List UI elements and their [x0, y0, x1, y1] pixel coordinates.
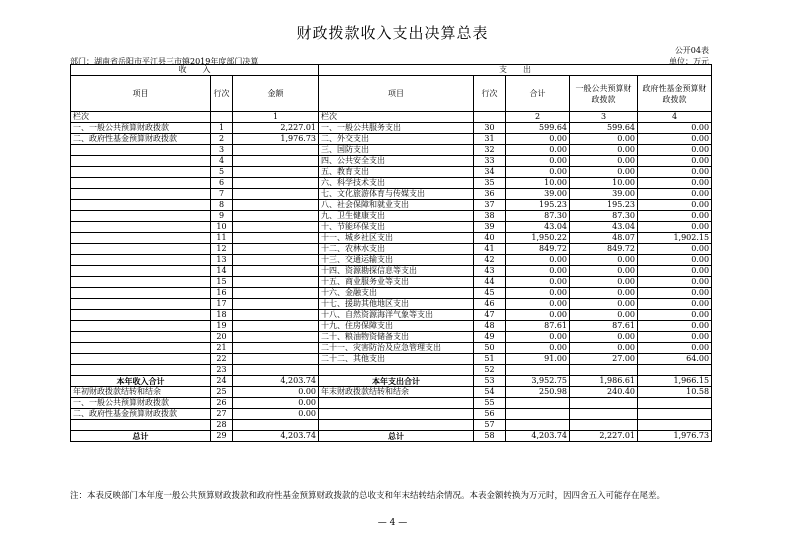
income-line-no: 27 — [211, 409, 233, 420]
income-amount — [233, 299, 319, 310]
gov-fund-amount: 0.00 — [638, 123, 712, 134]
expense-lineno-header: 行次 — [474, 76, 506, 112]
expense-line-no: 34 — [474, 167, 506, 178]
income-line-no: 5 — [211, 167, 233, 178]
table-row — [71, 145, 712, 156]
gov-fund-amount: 10.58 — [638, 387, 712, 398]
expense-item: 十三、交通运输支出 — [319, 255, 474, 266]
expense-line-no: 58 — [474, 431, 506, 442]
expense-item: 十、节能环保支出 — [319, 222, 474, 233]
expense-line-no: 45 — [474, 288, 506, 299]
expense-item: 三、国防支出 — [319, 145, 474, 156]
page-number: — 4 — — [377, 518, 408, 528]
general-budget-amount — [570, 420, 638, 431]
expense-total: 849.72 — [506, 244, 570, 255]
income-item — [71, 189, 211, 200]
expense-item: 十二、农林水支出 — [319, 244, 474, 255]
expense-total: 91.00 — [506, 354, 570, 365]
income-amount — [233, 277, 319, 288]
table-row — [71, 233, 712, 244]
income-line-no: 17 — [211, 299, 233, 310]
income-amount — [233, 200, 319, 211]
income-amount — [233, 233, 319, 244]
table-row — [71, 244, 712, 255]
table-row — [71, 409, 712, 420]
expense-line-no: 53 — [474, 376, 506, 387]
table-row — [71, 266, 712, 277]
general-budget-amount: 1,986.61 — [570, 376, 638, 387]
general-budget-amount — [570, 365, 638, 376]
general-budget-amount: 849.72 — [570, 244, 638, 255]
expense-line-no: 32 — [474, 145, 506, 156]
income-amount-header: 金额 — [233, 76, 319, 112]
gov-fund-amount: 0.00 — [638, 299, 712, 310]
gov-fund-amount: 0.00 — [638, 167, 712, 178]
expense-total: 87.30 — [506, 211, 570, 222]
expense-item: 年末财政拨款结转和结余 — [319, 387, 474, 398]
general-budget-amount: 48.07 — [570, 233, 638, 244]
general-budget-header: 一般公共预算财政拨款 — [570, 76, 638, 112]
income-item — [71, 233, 211, 244]
expense-item — [319, 420, 474, 431]
expense-line-no: 42 — [474, 255, 506, 266]
expense-total: 4,203.74 — [506, 431, 570, 442]
expense-item: 十九、住房保障支出 — [319, 321, 474, 332]
general-budget-amount: 0.00 — [570, 156, 638, 167]
expense-item — [319, 398, 474, 409]
expense-item-header: 项目 — [319, 76, 474, 112]
expense-item: 八、社会保障和就业支出 — [319, 200, 474, 211]
expense-item: 本年支出合计 — [319, 376, 474, 387]
general-budget-amount: 0.00 — [570, 134, 638, 145]
income-line-no: 14 — [211, 266, 233, 277]
income-item: 本年收入合计 — [71, 376, 211, 387]
gov-fund-amount: 0.00 — [638, 343, 712, 354]
gov-fund-amount: 0.00 — [638, 266, 712, 277]
gov-fund-amount: 1,966.15 — [638, 376, 712, 387]
general-budget-amount: 0.00 — [570, 332, 638, 343]
gov-fund-amount: 64.00 — [638, 354, 712, 365]
income-line-no: 4 — [211, 156, 233, 167]
income-item — [71, 266, 211, 277]
income-line-no: 3 — [211, 145, 233, 156]
header-column-row — [71, 76, 712, 112]
income-amount — [233, 354, 319, 365]
income-item: 二、政府性基金预算财政拨款 — [71, 409, 211, 420]
expense-total: 1,950.22 — [506, 233, 570, 244]
gov-fund-amount: 0.00 — [638, 332, 712, 343]
general-budget-amount: 39.00 — [570, 189, 638, 200]
table-row — [71, 321, 712, 332]
income-item — [71, 332, 211, 343]
income-item — [71, 255, 211, 266]
gov-fund-amount: 0.00 — [638, 244, 712, 255]
table-row — [71, 299, 712, 310]
expense-total: 10.00 — [506, 178, 570, 189]
gov-fund-amount — [638, 420, 712, 431]
header-section-row — [71, 65, 712, 76]
income-line-no: 21 — [211, 343, 233, 354]
expense-total: 3,952.75 — [506, 376, 570, 387]
expense-item: 二十一、灾害防治及应急管理支出 — [319, 343, 474, 354]
income-item: 二、政府性基金预算财政拨款 — [71, 134, 211, 145]
income-amount — [233, 222, 319, 233]
income-amount — [233, 145, 319, 156]
expense-line-no: 54 — [474, 387, 506, 398]
expense-item: 十六、金融支出 — [319, 288, 474, 299]
expense-total — [506, 365, 570, 376]
gov-fund-amount: 0.00 — [638, 211, 712, 222]
expense-line-no: 43 — [474, 266, 506, 277]
income-line-no: 6 — [211, 178, 233, 189]
table-row — [71, 222, 712, 233]
form-number: 公开04表 — [674, 46, 709, 55]
income-amount: 4,203.74 — [233, 431, 319, 442]
income-amount — [233, 288, 319, 299]
income-line-no: 20 — [211, 332, 233, 343]
income-item: 一、一般公共预算财政拨款 — [71, 398, 211, 409]
expense-line-no: 49 — [474, 332, 506, 343]
income-line-no: 10 — [211, 222, 233, 233]
income-item — [71, 299, 211, 310]
income-line-no: 25 — [211, 387, 233, 398]
income-amount — [233, 365, 319, 376]
expense-total: 43.04 — [506, 222, 570, 233]
gov-fund-amount: 0.00 — [638, 145, 712, 156]
gov-fund-amount: 0.00 — [638, 321, 712, 332]
expense-line-no: 52 — [474, 365, 506, 376]
income-amount — [233, 156, 319, 167]
unit-label: 单位：万元 — [669, 57, 709, 66]
general-budget-amount: 0.00 — [570, 299, 638, 310]
income-amount — [233, 321, 319, 332]
gov-fund-amount: 0.00 — [638, 134, 712, 145]
expense-item: 九、卫生健康支出 — [319, 211, 474, 222]
budget-table — [70, 64, 712, 442]
expense-line-no: 35 — [474, 178, 506, 189]
general-budget-amount: 87.61 — [570, 321, 638, 332]
table-row — [71, 123, 712, 134]
general-budget-amount: 599.64 — [570, 123, 638, 134]
expense-line-no: 38 — [474, 211, 506, 222]
expense-line-no: 44 — [474, 277, 506, 288]
income-line-no: 7 — [211, 189, 233, 200]
general-budget-amount: 195.23 — [570, 200, 638, 211]
expense-item — [319, 365, 474, 376]
expense-total: 0.00 — [506, 266, 570, 277]
expense-line-no: 55 — [474, 398, 506, 409]
expense-total: 0.00 — [506, 167, 570, 178]
income-column-label: 栏次 — [71, 112, 211, 123]
expense-item: 二十、粮油物资储备支出 — [319, 332, 474, 343]
income-line-no: 28 — [211, 420, 233, 431]
income-amount — [233, 167, 319, 178]
gov-fund-amount: 0.00 — [638, 288, 712, 299]
income-header: 收 入 — [71, 65, 319, 76]
expense-total: 0.00 — [506, 310, 570, 321]
table-row — [71, 365, 712, 376]
general-budget-amount: 0.00 — [570, 266, 638, 277]
income-item — [71, 420, 211, 431]
expense-line-no: 37 — [474, 200, 506, 211]
gov-fund-amount: 0.00 — [638, 222, 712, 233]
expense-item: 七、文化旅游体育与传媒支出 — [319, 189, 474, 200]
expense-total: 0.00 — [506, 145, 570, 156]
expense-line-no: 33 — [474, 156, 506, 167]
income-line-no: 12 — [211, 244, 233, 255]
table-row — [71, 354, 712, 365]
expense-item: 十八、自然资源海洋气象等支出 — [319, 310, 474, 321]
income-item — [71, 277, 211, 288]
gov-fund-amount: 0.00 — [638, 156, 712, 167]
table-row — [71, 343, 712, 354]
table-row — [71, 288, 712, 299]
expense-total — [506, 420, 570, 431]
col-index-3: 3 — [570, 112, 638, 123]
income-item — [71, 288, 211, 299]
table-row — [71, 200, 712, 211]
table-row — [71, 398, 712, 409]
expense-total: 87.61 — [506, 321, 570, 332]
income-item — [71, 343, 211, 354]
income-line-no: 22 — [211, 354, 233, 365]
table-row — [71, 156, 712, 167]
table-row — [71, 420, 712, 431]
income-line-no: 18 — [211, 310, 233, 321]
expense-line-no: 50 — [474, 343, 506, 354]
expense-line-no: 41 — [474, 244, 506, 255]
expense-line-no: 31 — [474, 134, 506, 145]
col-index-2: 2 — [506, 112, 570, 123]
expense-total: 0.00 — [506, 299, 570, 310]
gov-fund-amount: 0.00 — [638, 178, 712, 189]
table-row — [71, 189, 712, 200]
table-row — [71, 277, 712, 288]
income-item — [71, 310, 211, 321]
income-item — [71, 178, 211, 189]
gov-fund-amount: 1,976.73 — [638, 431, 712, 442]
expense-item — [319, 409, 474, 420]
report-title: 财政拨款收入支出决算总表 — [296, 24, 489, 42]
expense-item: 十五、商业服务业等支出 — [319, 277, 474, 288]
income-item — [71, 222, 211, 233]
expense-item: 五、教育支出 — [319, 167, 474, 178]
general-budget-amount: 10.00 — [570, 178, 638, 189]
expense-total — [506, 398, 570, 409]
income-line-no: 19 — [211, 321, 233, 332]
gov-fund-amount: 0.00 — [638, 310, 712, 321]
income-amount — [233, 266, 319, 277]
income-amount — [233, 343, 319, 354]
gov-fund-amount — [638, 409, 712, 420]
income-line-no: 15 — [211, 277, 233, 288]
income-item — [71, 200, 211, 211]
general-budget-amount: 43.04 — [570, 222, 638, 233]
table-row — [71, 178, 712, 189]
table-row — [71, 376, 712, 387]
gov-fund-amount: 0.00 — [638, 255, 712, 266]
expense-line-no: 51 — [474, 354, 506, 365]
expense-line-no: 56 — [474, 409, 506, 420]
expense-total: 0.00 — [506, 332, 570, 343]
expense-line-no: 36 — [474, 189, 506, 200]
table-row — [71, 310, 712, 321]
income-line-no: 26 — [211, 398, 233, 409]
general-budget-amount: 240.40 — [570, 387, 638, 398]
income-amount: 2,227.01 — [233, 123, 319, 134]
expense-item: 一、一般公共服务支出 — [319, 123, 474, 134]
expense-total-header: 合计 — [506, 76, 570, 112]
department-label: 部门：湖南省岳阳市平江县三市镇2019年度部门决算 — [70, 57, 259, 66]
gov-fund-amount — [638, 398, 712, 409]
general-budget-amount: 2,227.01 — [570, 431, 638, 442]
expense-line-no: 30 — [474, 123, 506, 134]
expense-item: 十四、资源勘探信息等支出 — [319, 266, 474, 277]
general-budget-amount: 0.00 — [570, 277, 638, 288]
income-amount — [233, 255, 319, 266]
income-item — [71, 365, 211, 376]
income-line-no: 16 — [211, 288, 233, 299]
expense-total: 0.00 — [506, 277, 570, 288]
expense-total: 0.00 — [506, 134, 570, 145]
income-line-no: 8 — [211, 200, 233, 211]
expense-item: 十七、援助其他地区支出 — [319, 299, 474, 310]
expense-line-no: 47 — [474, 310, 506, 321]
expense-total: 0.00 — [506, 255, 570, 266]
income-line-no: 1 — [211, 123, 233, 134]
income-lineno-header: 行次 — [211, 76, 233, 112]
table-row — [71, 255, 712, 266]
income-amount — [233, 178, 319, 189]
income-item — [71, 167, 211, 178]
income-amount: 0.00 — [233, 387, 319, 398]
table-row — [71, 211, 712, 222]
income-amount — [233, 420, 319, 431]
table-row — [71, 332, 712, 343]
income-amount — [233, 244, 319, 255]
expense-item: 四、公共安全支出 — [319, 156, 474, 167]
column-index-row — [71, 112, 712, 123]
col-index-4: 4 — [638, 112, 712, 123]
general-budget-amount: 27.00 — [570, 354, 638, 365]
income-line-no: 13 — [211, 255, 233, 266]
footnote: 注：本表反映部门本年度一般公共预算财政拨款和政府性基金预算财政拨款的总收支和年末结转结余情况。本表金额转换为万元时，因四舍五入可能存在尾差。 — [70, 491, 666, 501]
general-budget-amount: 0.00 — [570, 255, 638, 266]
gov-fund-header: 政府性基金预算财政拨款 — [638, 76, 712, 112]
general-budget-amount: 0.00 — [570, 288, 638, 299]
gov-fund-amount: 0.00 — [638, 200, 712, 211]
expense-item: 十一、城乡社区支出 — [319, 233, 474, 244]
expense-total: 0.00 — [506, 288, 570, 299]
income-amount: 4,203.74 — [233, 376, 319, 387]
expense-line-no: 48 — [474, 321, 506, 332]
expense-total — [506, 409, 570, 420]
expense-line-no: 40 — [474, 233, 506, 244]
income-line-no: 9 — [211, 211, 233, 222]
income-amount — [233, 189, 319, 200]
expense-total: 250.98 — [506, 387, 570, 398]
general-budget-amount: 0.00 — [570, 310, 638, 321]
gov-fund-amount: 0.00 — [638, 277, 712, 288]
expense-total: 195.23 — [506, 200, 570, 211]
table-row — [71, 167, 712, 178]
gov-fund-amount — [638, 365, 712, 376]
income-line-no: 24 — [211, 376, 233, 387]
expense-item: 六、科学技术支出 — [319, 178, 474, 189]
table-row — [71, 431, 712, 442]
gov-fund-amount: 0.00 — [638, 189, 712, 200]
income-item-header: 项目 — [71, 76, 211, 112]
expense-total: 0.00 — [506, 343, 570, 354]
income-line-no: 11 — [211, 233, 233, 244]
income-amount — [233, 310, 319, 321]
income-amount — [233, 332, 319, 343]
expense-column-label: 栏次 — [319, 112, 474, 123]
expense-total: 599.64 — [506, 123, 570, 134]
expense-line-no: 57 — [474, 420, 506, 431]
general-budget-amount: 87.30 — [570, 211, 638, 222]
expense-line-no: 39 — [474, 222, 506, 233]
income-item — [71, 321, 211, 332]
col-index-1: 1 — [233, 112, 319, 123]
income-item — [71, 244, 211, 255]
general-budget-amount: 0.00 — [570, 167, 638, 178]
general-budget-amount: 0.00 — [570, 343, 638, 354]
general-budget-amount — [570, 409, 638, 420]
income-item — [71, 354, 211, 365]
expense-item: 总计 — [319, 431, 474, 442]
income-amount — [233, 211, 319, 222]
income-line-no: 2 — [211, 134, 233, 145]
general-budget-amount: 0.00 — [570, 145, 638, 156]
income-item — [71, 156, 211, 167]
expense-header: 支 出 — [319, 65, 712, 76]
expense-line-no: 46 — [474, 299, 506, 310]
income-line-no: 23 — [211, 365, 233, 376]
income-item — [71, 211, 211, 222]
income-item: 一、一般公共预算财政拨款 — [71, 123, 211, 134]
expense-total: 39.00 — [506, 189, 570, 200]
gov-fund-amount: 1,902.15 — [638, 233, 712, 244]
income-item: 年初财政拨款结转和结余 — [71, 387, 211, 398]
income-line-no: 29 — [211, 431, 233, 442]
expense-item: 二十二、其他支出 — [319, 354, 474, 365]
expense-total: 0.00 — [506, 156, 570, 167]
general-budget-amount — [570, 398, 638, 409]
income-amount: 0.00 — [233, 409, 319, 420]
income-item — [71, 145, 211, 156]
table-row — [71, 387, 712, 398]
table-row — [71, 134, 712, 145]
income-item: 总计 — [71, 431, 211, 442]
expense-item: 二、外交支出 — [319, 134, 474, 145]
income-amount: 0.00 — [233, 398, 319, 409]
income-amount: 1,976.73 — [233, 134, 319, 145]
